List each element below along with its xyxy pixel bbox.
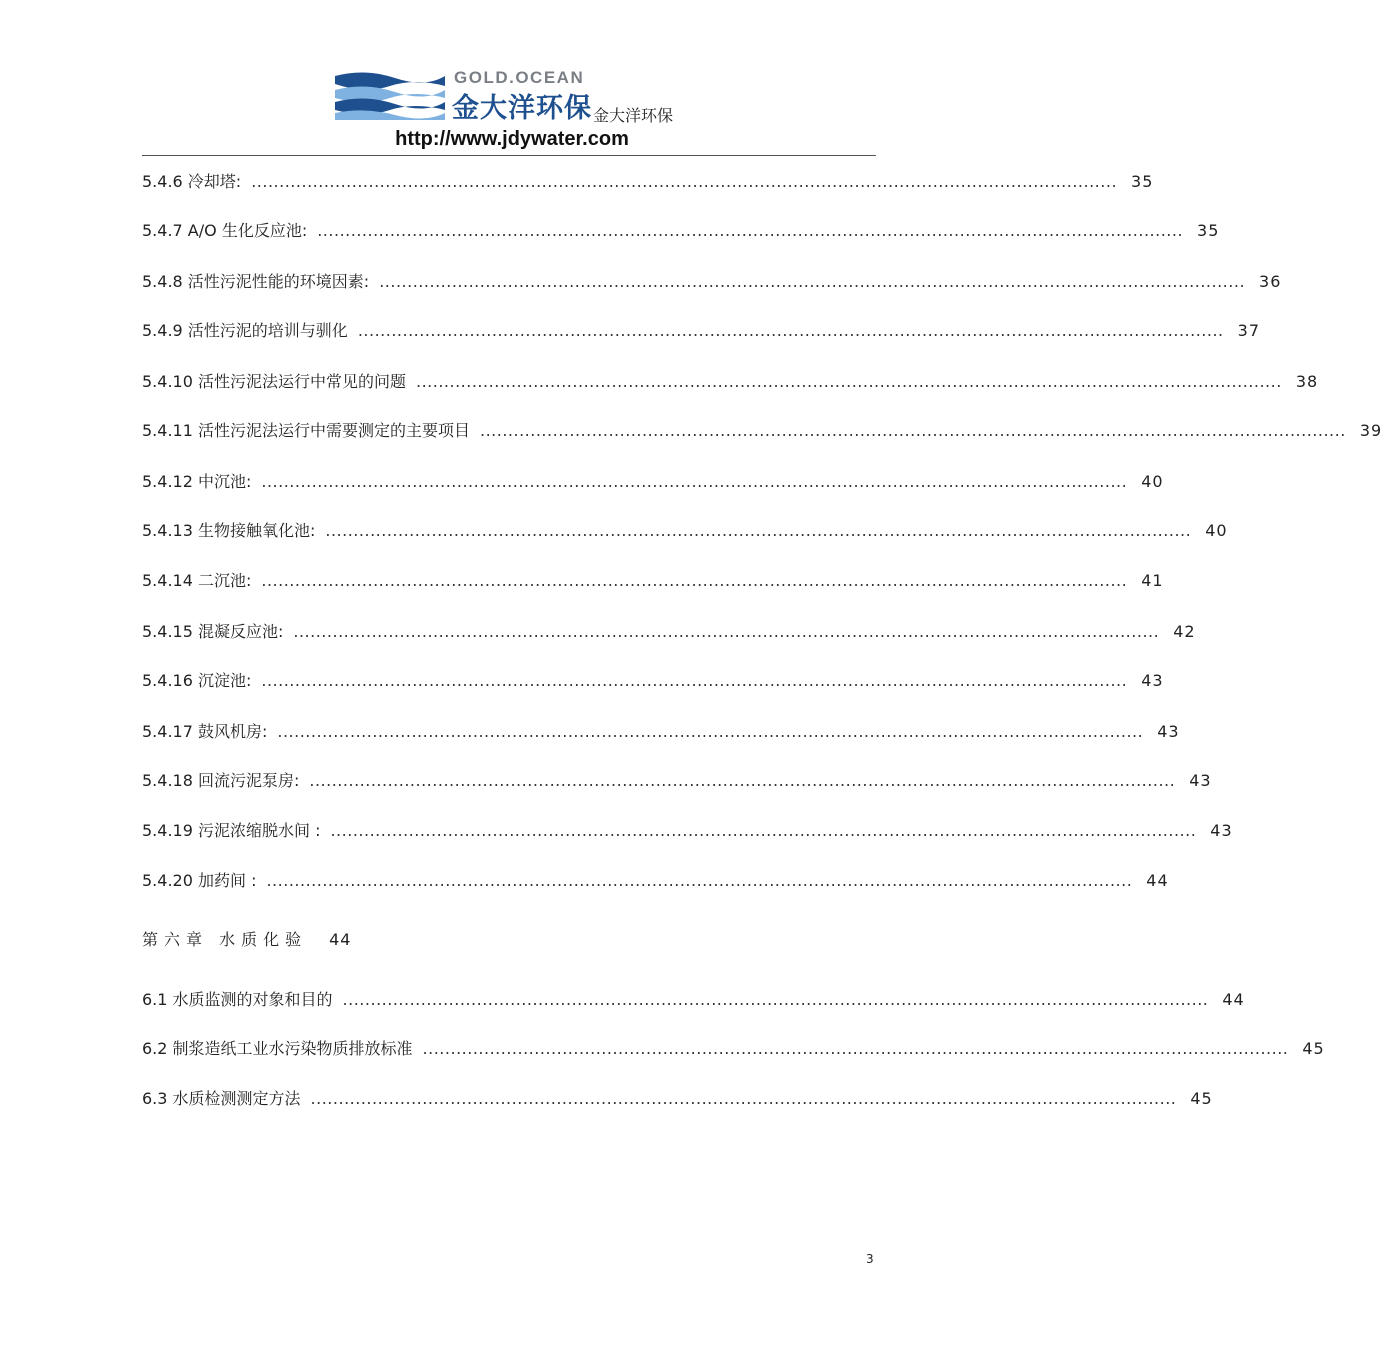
page-header [0, 0, 950, 160]
chapter-title: 第六章 水质化验 [142, 930, 308, 949]
toc-entry[interactable] [142, 1036, 1325, 1062]
toc-leader-dots: ........................................................................................................................................................... [293, 622, 1160, 641]
brand-chinese-caption: 金大洋环保 [593, 106, 674, 125]
toc-entry-label: 5.4.15 混凝反应池: [142, 622, 284, 641]
toc-entry-page: 44 [1222, 990, 1245, 1009]
toc-entry-label: 5.4.12 中沉池: [142, 472, 252, 491]
toc-leader-dots: ........................................................................................................................................................... [266, 871, 1133, 890]
toc-entry-label: 5.4.17 鼓风机房: [142, 722, 268, 741]
toc-entry[interactable] [142, 768, 1212, 794]
toc-entry[interactable] [142, 369, 1319, 395]
header-url[interactable]: http://www.jdywater.com [395, 128, 629, 150]
toc-entry-label: 6.1 水质监测的对象和目的 [142, 990, 333, 1009]
toc-leader-dots: ........................................................................................................................................................... [415, 372, 1282, 391]
toc-leader-dots: ........................................................................................................................................................... [422, 1039, 1289, 1058]
header-divider [142, 155, 876, 156]
toc-entry[interactable] [142, 418, 1382, 444]
toc-entry-page: 40 [1205, 521, 1228, 540]
toc-leader-dots: ........................................................................................................................................................... [357, 321, 1224, 340]
toc-entry-label: 5.4.13 生物接触氧化池: [142, 521, 316, 540]
toc-entry-label: 6.2 制浆造纸工业水污染物质排放标准 [142, 1039, 413, 1058]
toc-entry-page: 37 [1237, 321, 1260, 340]
toc-leader-dots: ........................................................................................................................................................... [309, 771, 1176, 790]
toc-leader-dots: ........................................................................................................................................................... [310, 1089, 1177, 1108]
toc-leader-dots: ........................................................................................................................................................... [277, 722, 1144, 741]
toc-leader-dots: ........................................................................................................................................................... [261, 472, 1128, 491]
toc-entry-label: 5.4.9 活性污泥的培训与驯化 [142, 321, 348, 340]
toc-entry-page: 41 [1141, 571, 1164, 590]
toc-entry[interactable] [142, 269, 1282, 295]
toc-entry-page: 45 [1302, 1039, 1325, 1058]
brand-english-name: GOLD.OCEAN [454, 68, 585, 87]
toc-entry[interactable] [142, 169, 1154, 195]
toc-leader-dots: ........................................................................................................................................................... [317, 221, 1184, 240]
toc-entry[interactable] [142, 619, 1196, 645]
toc-leader-dots: ........................................................................................................................................................... [479, 421, 1346, 440]
toc-entry-label: 5.4.11 活性污泥法运行中需要测定的主要项目 [142, 421, 470, 440]
toc-entry-label: 5.4.20 加药间 : [142, 871, 257, 890]
chapter-heading[interactable] [142, 927, 351, 953]
toc-entry-label: 5.4.14 二沉池: [142, 571, 252, 590]
toc-leader-dots: ........................................................................................................................................................... [261, 671, 1128, 690]
toc-entry[interactable] [142, 218, 1220, 244]
toc-entry-label: 5.4.19 污泥浓缩脱水间 : [142, 821, 321, 840]
toc-entry-label: 6.3 水质检测测定方法 [142, 1089, 301, 1108]
toc-leader-dots: ........................................................................................................................................................... [251, 172, 1118, 191]
toc-entry-page: 38 [1295, 372, 1319, 391]
toc-entry-label: 5.4.16 沉淀池: [142, 671, 252, 690]
toc-entry[interactable] [142, 987, 1245, 1013]
wave-logo-icon [335, 70, 445, 120]
toc-entry-page: 39 [1359, 421, 1382, 440]
toc-entry[interactable] [142, 719, 1180, 745]
toc-entry[interactable] [142, 318, 1260, 344]
toc-entry-page: 35 [1197, 221, 1220, 240]
toc-entry-page: 43 [1210, 821, 1233, 840]
toc-entry-label: 5.4.8 活性污泥性能的环境因素: [142, 272, 370, 291]
toc-entry[interactable] [142, 469, 1164, 495]
toc-entry-page: 43 [1157, 722, 1180, 741]
toc-entry[interactable] [142, 868, 1169, 894]
brand-chinese-name: 金大洋环保 [452, 93, 592, 124]
toc-entry-label: 5.4.10 活性污泥法运行中常见的问题 [142, 372, 406, 391]
toc-entry[interactable] [142, 668, 1164, 694]
page-number: 3 [866, 1252, 874, 1266]
toc-leader-dots: ........................................................................................................................................................... [261, 571, 1128, 590]
toc-entry[interactable] [142, 518, 1228, 544]
toc-leader-dots: ........................................................................................................................................................... [330, 821, 1197, 840]
toc-entry-page: 42 [1173, 622, 1196, 641]
toc-entry-page: 45 [1190, 1089, 1213, 1108]
toc-leader-dots: ........................................................................................................................................................... [379, 272, 1246, 291]
chapter-page: 44 [329, 930, 352, 949]
toc-entry[interactable] [142, 568, 1164, 594]
toc-entry-page: 36 [1259, 272, 1282, 291]
toc-entry[interactable] [142, 818, 1233, 844]
toc-entry-page: 35 [1131, 172, 1154, 191]
toc-entry-label: 5.4.7 A/O 生化反应池: [142, 221, 308, 240]
toc-entry[interactable] [142, 1086, 1213, 1112]
toc-entry-page: 40 [1141, 472, 1164, 491]
toc-entry-label: 5.4.18 回流污泥泵房: [142, 771, 300, 790]
toc-entry-page: 44 [1146, 871, 1169, 890]
toc-entry-page: 43 [1141, 671, 1164, 690]
toc-entry-label: 5.4.6 冷却塔: [142, 172, 242, 191]
toc-leader-dots: ........................................................................................................................................................... [325, 521, 1192, 540]
toc-entry-page: 43 [1189, 771, 1212, 790]
toc-leader-dots: ........................................................................................................................................................... [342, 990, 1209, 1009]
